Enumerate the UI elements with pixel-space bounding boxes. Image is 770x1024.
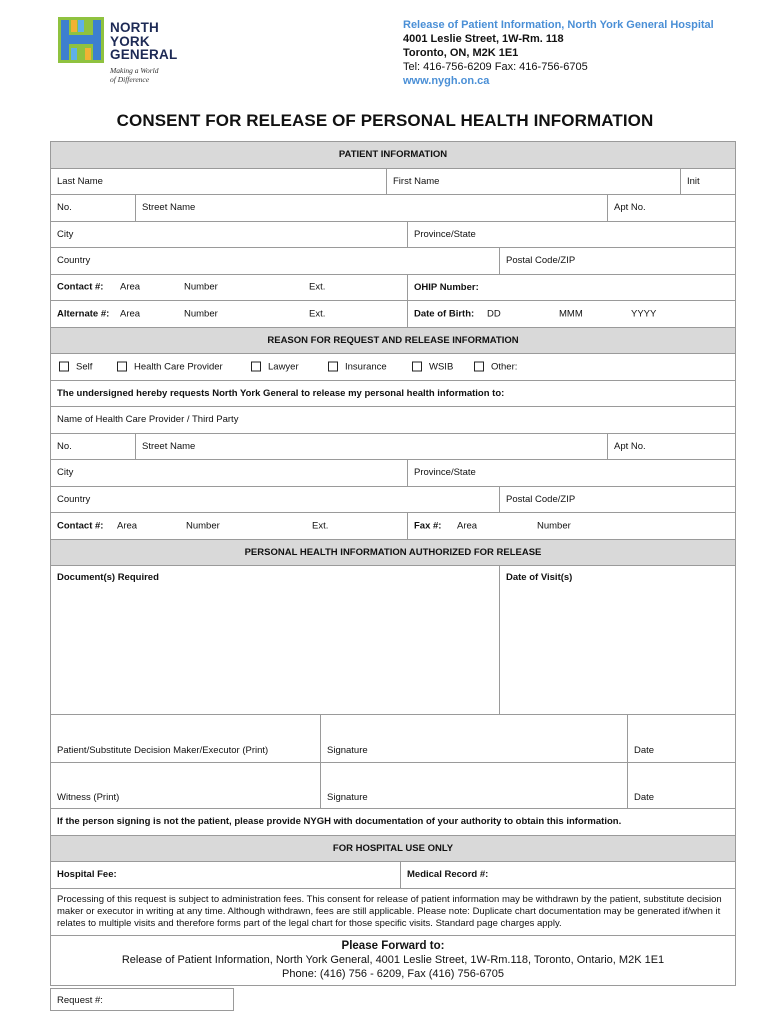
alternate-area-label: Area bbox=[120, 308, 141, 320]
checkbox-icon bbox=[59, 362, 69, 372]
dob-month-label: MMM bbox=[559, 308, 583, 320]
tp-postal-code-label: Postal Code/ZIP bbox=[506, 493, 576, 505]
witness-print-name-field[interactable] bbox=[51, 763, 321, 808]
request-number-field[interactable] bbox=[50, 988, 234, 1011]
tp-fax-number-field[interactable] bbox=[408, 513, 735, 539]
hospital-use-header: FOR HOSPITAL USE ONLY bbox=[51, 836, 735, 862]
dob-day-label: DD bbox=[487, 308, 501, 320]
logo-line-3: GENERAL bbox=[110, 47, 178, 62]
third-party-name-label: Name of Health Care Provider / Third Party bbox=[57, 414, 239, 426]
tp-apt-number-field[interactable] bbox=[608, 434, 735, 460]
date-of-visits-field[interactable] bbox=[500, 566, 735, 714]
fees-disclaimer: Processing of this request is subject to administration fees. This consent for release of patient information may be withdrawn by the patient, substitute decision maker or executor in writing at any time. Although withdrawn, fees are still applicable. Please note: Duplicate chart documentation may be generated if/when it relates to multiple visits and therefore forms part of the legal chart for those specific visits. Standard page charges apply. bbox=[57, 893, 722, 929]
witness-signature-label: Signature bbox=[327, 792, 368, 803]
tp-contact-label: Contact #: bbox=[57, 520, 104, 532]
logo-tagline-2: of Difference bbox=[110, 74, 150, 84]
medical-record-field[interactable] bbox=[401, 862, 735, 888]
province-field[interactable] bbox=[408, 222, 735, 248]
initial-field[interactable] bbox=[681, 169, 735, 195]
last-name-label: Last Name bbox=[57, 175, 103, 187]
hospital-address-block bbox=[403, 18, 743, 88]
tp-fax-number-label: Number bbox=[537, 520, 571, 532]
reason-lawyer-checkbox[interactable]: Lawyer bbox=[251, 361, 299, 372]
reason-insurance-checkbox[interactable]: Insurance bbox=[328, 361, 387, 372]
province-label: Province/State bbox=[414, 228, 476, 240]
patient-info-header: PATIENT INFORMATION bbox=[51, 142, 735, 168]
hospital-department: Release of Patient Information, North York General Hospital bbox=[403, 19, 714, 31]
logo-line-2: YORK bbox=[110, 33, 150, 49]
contact-number-label: Number bbox=[184, 281, 218, 293]
tp-street-number-field[interactable] bbox=[51, 434, 136, 460]
checkbox-icon bbox=[328, 362, 338, 372]
tp-contact-area-label: Area bbox=[117, 520, 138, 532]
patient-date-field[interactable] bbox=[628, 715, 735, 762]
dob-year-label: YYYY bbox=[631, 308, 657, 320]
tp-contact-number-label: Number bbox=[186, 520, 220, 532]
ohip-number-field[interactable] bbox=[408, 275, 735, 301]
patient-signature-label: Signature bbox=[327, 745, 368, 756]
date-of-visits-label: Date of Visit(s) bbox=[506, 572, 573, 583]
patient-signature-field[interactable] bbox=[321, 715, 628, 762]
postal-code-label: Postal Code/ZIP bbox=[506, 255, 576, 267]
tp-fax-area-label: Area bbox=[457, 520, 478, 532]
patient-print-label: Patient/Substitute Decision Maker/Executor (Print) bbox=[57, 745, 269, 756]
tp-province-label: Province/State bbox=[414, 467, 476, 479]
contact-number-field[interactable] bbox=[51, 275, 408, 301]
checkbox-icon bbox=[474, 362, 484, 372]
street-number-field[interactable] bbox=[51, 195, 136, 221]
tp-contact-number-field[interactable] bbox=[51, 513, 408, 539]
last-name-field[interactable] bbox=[51, 169, 387, 195]
city-field[interactable] bbox=[51, 222, 408, 248]
street-name-field[interactable] bbox=[136, 195, 608, 221]
phi-header: PERSONAL HEALTH INFORMATION AUTHORIZED FOR RELEASE bbox=[51, 540, 735, 566]
country-label: Country bbox=[57, 255, 91, 267]
alternate-number-label: Number bbox=[184, 308, 218, 320]
apt-number-field[interactable] bbox=[608, 195, 735, 221]
tp-apt-number-label: Apt No. bbox=[614, 440, 646, 452]
witness-date-label: Date bbox=[634, 792, 655, 803]
ohip-label: OHIP Number: bbox=[414, 281, 479, 293]
checkbox-icon bbox=[412, 362, 422, 372]
hospital-street: 4001 Leslie Street, 1W-Rm. 118 bbox=[403, 33, 564, 45]
reason-wsib-checkbox[interactable]: WSIB bbox=[412, 361, 453, 372]
first-name-label: First Name bbox=[393, 175, 440, 187]
reason-header: REASON FOR REQUEST AND RELEASE INFORMATION bbox=[51, 328, 735, 354]
release-request-statement: The undersigned hereby requests North York General to release my personal health information to: bbox=[57, 387, 505, 399]
documents-required-field[interactable] bbox=[51, 566, 500, 714]
documents-required-label: Document(s) Required bbox=[57, 572, 159, 583]
hospital-fee-field[interactable] bbox=[51, 862, 401, 888]
reason-self-checkbox[interactable]: Self bbox=[59, 361, 92, 372]
tp-contact-ext-label: Ext. bbox=[312, 520, 329, 532]
checkbox-icon bbox=[117, 362, 127, 372]
request-number-label: Request #: bbox=[57, 995, 103, 1006]
witness-print-label: Witness (Print) bbox=[57, 792, 120, 803]
forward-phone: Phone: (416) 756 - 6209, Fax (416) 756-6705 bbox=[282, 967, 504, 980]
reason-options bbox=[51, 354, 735, 380]
medical-record-label: Medical Record #: bbox=[407, 869, 489, 881]
tp-city-field[interactable] bbox=[51, 460, 408, 486]
third-party-name-field[interactable] bbox=[51, 407, 735, 433]
date-of-birth-field[interactable] bbox=[408, 301, 735, 327]
logo-line-1: NORTH bbox=[110, 20, 159, 35]
first-name-field[interactable] bbox=[387, 169, 681, 195]
witness-date-field[interactable] bbox=[628, 763, 735, 808]
tp-street-name-label: Street Name bbox=[142, 440, 196, 452]
patient-print-name-field[interactable] bbox=[51, 715, 321, 762]
page-title: CONSENT FOR RELEASE OF PERSONAL HEALTH INFORMATION bbox=[116, 111, 654, 130]
country-field[interactable] bbox=[51, 248, 500, 274]
hospital-fee-label: Hospital Fee: bbox=[57, 869, 117, 881]
apt-number-label: Apt No. bbox=[614, 202, 646, 214]
alternate-ext-label: Ext. bbox=[309, 308, 326, 320]
tp-postal-code-field[interactable] bbox=[500, 487, 735, 513]
hospital-city: Toronto, ON, M2K 1E1 bbox=[403, 47, 519, 59]
tp-fax-label: Fax #: bbox=[414, 520, 442, 532]
reason-provider-checkbox[interactable]: Health Care Provider bbox=[117, 361, 223, 372]
nygh-logo bbox=[58, 17, 198, 92]
contact-area-label: Area bbox=[120, 281, 141, 293]
patient-date-label: Date bbox=[634, 745, 655, 756]
hospital-website-link[interactable]: www.nygh.on.ca bbox=[403, 75, 490, 87]
initial-label: Init bbox=[687, 175, 700, 187]
postal-code-field[interactable] bbox=[500, 248, 735, 274]
tp-street-name-field[interactable] bbox=[136, 434, 608, 460]
forward-title: Please Forward to: bbox=[341, 939, 445, 952]
dob-label: Date of Birth: bbox=[414, 308, 475, 320]
reason-other-checkbox[interactable]: Other: bbox=[474, 361, 517, 372]
logo-mark-icon bbox=[58, 17, 104, 63]
logo-tagline-1: Making a World bbox=[110, 66, 159, 75]
alternate-number-field[interactable] bbox=[51, 301, 408, 327]
tp-street-number-label: No. bbox=[57, 440, 72, 452]
tp-country-label: Country bbox=[57, 493, 91, 505]
hospital-phone: Tel: 416-756-6209 Fax: 416-756-6705 bbox=[403, 61, 588, 73]
witness-signature-field[interactable] bbox=[321, 763, 628, 808]
authority-note: If the person signing is not the patient, please provide NYGH with documentation of your authority to obtain this information. bbox=[57, 816, 622, 828]
forward-address: Release of Patient Information, North York General, 4001 Leslie Street, 1W-Rm.118, Toronto, Ontario, M2K 1E1 bbox=[121, 953, 665, 966]
street-name-label: Street Name bbox=[142, 202, 196, 214]
consent-form bbox=[50, 141, 736, 986]
contact-label: Contact #: bbox=[57, 281, 104, 293]
alternate-label: Alternate #: bbox=[57, 308, 110, 320]
checkbox-icon bbox=[251, 362, 261, 372]
street-number-label: No. bbox=[57, 202, 72, 214]
forward-to-block bbox=[51, 936, 735, 985]
tp-province-field[interactable] bbox=[408, 460, 735, 486]
tp-country-field[interactable] bbox=[51, 487, 500, 513]
contact-ext-label: Ext. bbox=[309, 281, 326, 293]
city-label: City bbox=[57, 228, 74, 240]
tp-city-label: City bbox=[57, 467, 74, 479]
